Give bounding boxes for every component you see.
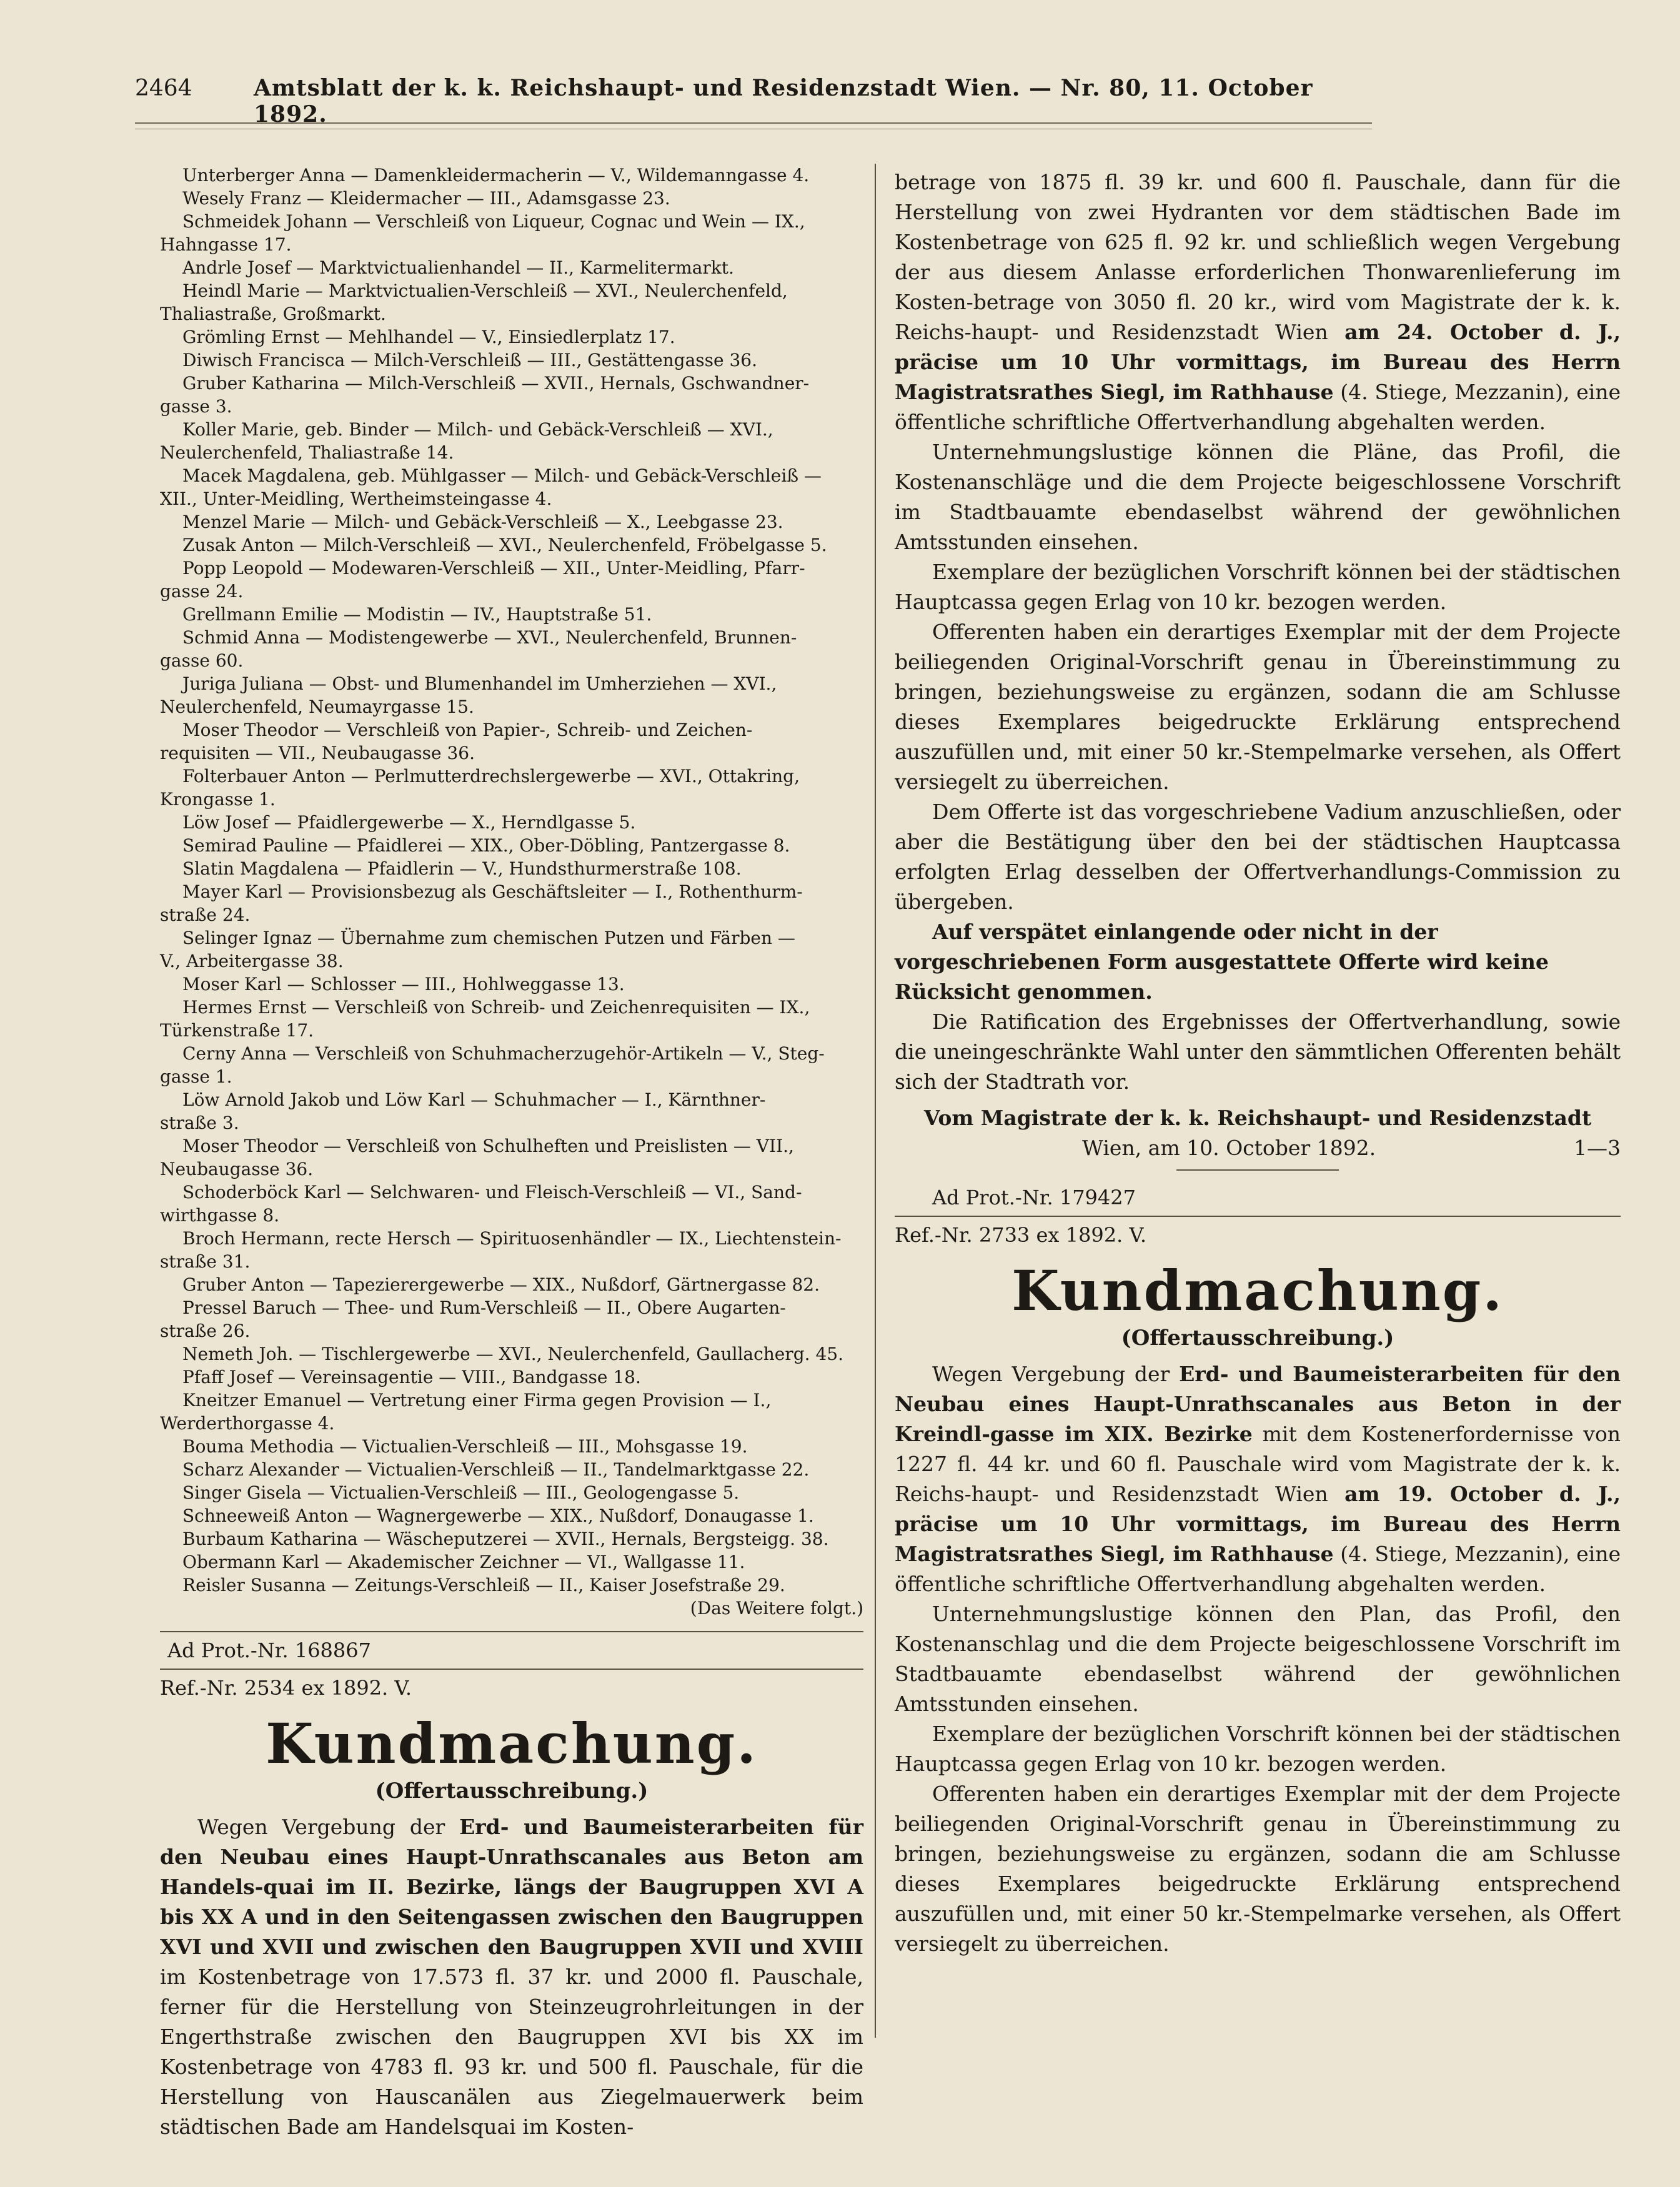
- register-entry: Schoderböck Karl — Selchwaren- und Fleisch-Verschleiß — VI., Sand-: [182, 1182, 802, 1203]
- register-entry-continuation: Thaliastraße, Großmarkt.: [160, 304, 386, 324]
- register-entry: Semirad Pauline — Pfaidlerei — XIX., Ober-Döbling, Pantzergasse 8.: [182, 835, 790, 856]
- register-entry: Cerny Anna — Verschleiß von Schuhmacherzugehör-Artikeln — V., Steg-: [182, 1043, 825, 1064]
- text-run: im Kostenbetrage von 17.573 fl. 37 kr. und 2000 fl. Pauschale, ferner für die Herstellung von Steinzeugrohrleitungen in der Engerthstraße zwischen den Baugruppen XVI bis XX im Kostenbetrage von 4783 fl. 93 kr. und 500 fl. Pauschale, für die Herstellung von Hauscanälen aus Ziegelmauerwerk beim städtischen Bade am Handelsquai im Kosten-: [160, 1965, 863, 2139]
- register-entry: Grömling Ernst — Mehlhandel — V., Einsiedlerplatz 17.: [182, 327, 675, 347]
- section-rule: [160, 1631, 863, 1632]
- register-entry: Obermann Karl — Akademischer Zeichner — VI., Wallgasse 11.: [182, 1552, 745, 1572]
- notice-paragraph: Exemplare der bezüglichen Vorschrift können bei der städtischen Hauptcassa gegen Erlag von 10 kr. bezogen werden.: [895, 560, 1621, 614]
- bold-text-run: am 24. October d. J., präcise um 10 Uhr vormittags, im Bureau des Herrn Magistratsrathes Siegl, im Rathhause: [895, 320, 1621, 404]
- register-entry-continuation: Hahngasse 17.: [160, 234, 292, 255]
- register-entry-continuation: requisiten — VII., Neubaugasse 36.: [160, 743, 475, 763]
- text-run: mit dem Kostenerfordernisse von 1227 fl. 44 kr. und 60 fl. Pauschale wird vom Magistrate der k. k. Reichs-haupt- und Residenzstadt Wien: [895, 1422, 1621, 1506]
- notice-paragraph: [160, 1812, 863, 2142]
- register-entry-continuation: straße 26.: [160, 1321, 251, 1341]
- register-entry: Singer Gisela — Victualien-Verschleiß — III., Geologengasse 5.: [182, 1482, 740, 1503]
- continued-note: (Das Weitere folgt.): [690, 1598, 863, 1619]
- register-entry-continuation: gasse 24.: [160, 581, 244, 602]
- register-entry: Moser Theodor — Verschleiß von Papier-, Schreib- und Zeichen-: [182, 720, 753, 740]
- register-entry-continuation: gasse 60.: [160, 650, 244, 671]
- notice-title: Kundmachung.: [266, 1711, 758, 1776]
- register-entry: Bouma Methodia — Victualien-Verschleiß — III., Mohsgasse 19.: [182, 1436, 748, 1457]
- register-entry: Slatin Magdalena — Pfaidlerin — V., Hundsthurmerstraße 108.: [182, 858, 742, 879]
- notice-paragraph: Unternehmungslustige können die Pläne, das Profil, die Kostenanschläge und die dem Projecte beigeschlossene Vorschrift im Stadtbauamte ebendaselbst während der gewöhnlichen Amtsstunden einsehen.: [895, 440, 1621, 554]
- register-entry-continuation: straße 3.: [160, 1113, 239, 1133]
- signature-authority: Vom Magistrate der k. k. Reichshaupt- und Residenzstadt: [923, 1106, 1592, 1130]
- register-entry-continuation: gasse 1.: [160, 1066, 232, 1087]
- register-entry-continuation: Krongasse 1.: [160, 789, 276, 810]
- register-entry: Selinger Ignaz — Übernahme zum chemischen Putzen und Färben —: [182, 928, 795, 948]
- page-header: [135, 75, 1372, 127]
- signature-line: [895, 1133, 1621, 1163]
- notice-paragraph: Die Ratification des Ergebnisses der Offertverhandlung, sowie die uneingeschränkte Wahl unter den sämmtlichen Offerenten behält sich der Stadtrath vor.: [895, 1009, 1621, 1094]
- register-entry: Macek Magdalena, geb. Mühlgasser — Milch- und Gebäck-Verschleiß —: [182, 465, 822, 486]
- register-entry: Unterberger Anna — Damenkleidermacherin — V., Wildemanngasse 4.: [182, 165, 810, 186]
- register-entry: Grellmann Emilie — Modistin — IV., Hauptstraße 51.: [182, 604, 652, 625]
- register-entry: Wesely Franz — Kleidermacher — III., Adamsgasse 23.: [182, 188, 670, 209]
- register-entry: Broch Hermann, recte Hersch — Spirituosenhändler — IX., Liechtenstein-: [182, 1228, 842, 1249]
- notice-warning: Auf verspätet einlangende oder nicht in der vorgeschriebenen Form ausgestattete Offerte wird keine Rücksicht genommen.: [895, 920, 1549, 1004]
- register-entry: Schmeidek Johann — Verschleiß von Liqueur, Cognac und Wein — IX.,: [182, 211, 805, 232]
- register-entry-continuation: Neulerchenfeld, Neumayrgasse 15.: [160, 697, 474, 717]
- register-entry: Schmid Anna — Modistengewerbe — XVI., Neulerchenfeld, Brunnen-: [182, 627, 797, 648]
- register-entry: Folterbauer Anton — Perlmutterdrechslergewerbe — XVI., Ottakring,: [182, 766, 800, 786]
- text-run: (4. Stiege, Mezzanin), eine öffentliche schriftliche Offertverhandlung abgehalten werden.: [895, 1542, 1621, 1596]
- register-entry: Pressel Baruch — Thee- und Rum-Verschleiß — II., Obere Augarten-: [182, 1297, 786, 1318]
- register-entry: Reisler Susanna — Zeitungs-Verschleiß — II., Kaiser Josefstraße 29.: [182, 1575, 785, 1595]
- register-entry: Löw Arnold Jakob und Löw Karl — Schuhmacher — I., Kärnthner-: [182, 1089, 766, 1110]
- register-entry: Diwisch Francisca — Milch-Verschleiß — III., Gestättengasse 36.: [182, 350, 758, 370]
- register-entry: Nemeth Joh. — Tischlergewerbe — XVI., Neulerchenfeld, Gaullacherg. 45.: [182, 1344, 844, 1364]
- bold-text-run: am 19. October d. J., präcise um 10 Uhr vormittags, im Bureau des Herrn Magistratsrathes Siegl, im Rathhause: [895, 1482, 1621, 1566]
- ref-number: Ref.-Nr. 2733 ex 1892. V.: [895, 1223, 1147, 1247]
- page-number: 2464: [135, 76, 192, 101]
- register-entry-continuation: XII., Unter-Meidling, Wertheimsteingasse 4.: [160, 488, 552, 509]
- text-run: Wegen Vergebung der: [932, 1362, 1180, 1386]
- header-rule: [135, 122, 1372, 129]
- business-register-list: [160, 164, 863, 1597]
- text-run: betrage von 1875 fl. 39 kr. und 600 fl. Pauschale, dann für die Herstellung von zwei Hydranten vor dem städtischen Bade im Kostenbetrage von 625 fl. 92 kr. und schließlich wegen Vergebung der aus diesem Anlasse erforderlichen Thonwarenlieferung im Kosten-betrage von 3050 fl. 20 kr., wird vom Magistrate der k. k. Reichs-haupt- und Residenzstadt Wien: [895, 170, 1621, 344]
- section-rule: [1176, 1169, 1339, 1171]
- left-column: [160, 164, 863, 2142]
- notice-paragraph: Offerenten haben ein derartiges Exemplar mit der dem Projecte beiliegenden Original-Vorschrift genau in Übereinstimmung zu bringen, beziehungsweise zu ergänzen, sodann die am Schlusse dieses Exemplares beigedruckte Erklärung entsprechend auszufüllen und, mit einer 50 kr.-Stempelmarke versehen, als Offert versiegelt zu überreichen.: [895, 620, 1621, 794]
- section-rule: [895, 1216, 1621, 1217]
- notice-paragraph: [895, 1359, 1621, 1599]
- register-entry: Gruber Katharina — Milch-Verschleiß — XVII., Hernals, Gschwandner-: [182, 373, 810, 394]
- notice-subtitle: (Offertausschreibung.): [375, 1778, 649, 1803]
- register-entry: Menzel Marie — Milch- und Gebäck-Verschleiß — X., Leebgasse 23.: [182, 512, 783, 532]
- notice-paragraph: Dem Offerte ist das vorgeschriebene Vadium anzuschließen, oder aber die Bestätigung über den bei der städtischen Hauptcassa erfolgten Erlag desselben der Offertverhandlungs-Commission zu übergeben.: [895, 800, 1621, 914]
- register-entry: Moser Karl — Schlosser — III., Hohlweggasse 13.: [182, 974, 625, 994]
- ref-number: Ref.-Nr. 2534 ex 1892. V.: [160, 1676, 412, 1700]
- register-entry: Gruber Anton — Tapezierergewerbe — XIX., Nußdorf, Gärtnergasse 82.: [182, 1274, 820, 1295]
- register-entry: Mayer Karl — Provisionsbezug als Geschäftsleiter — I., Rothenthurm-: [182, 881, 803, 902]
- register-entry: Burbaum Katharina — Wäscheputzerei — XVII., Hernals, Bergsteigg. 38.: [182, 1529, 829, 1549]
- register-entry: Koller Marie, geb. Binder — Milch- und Gebäck-Verschleiß — XVI.,: [182, 419, 773, 440]
- register-entry: Juriga Juliana — Obst- und Blumenhandel im Umherziehen — XVI.,: [182, 673, 777, 694]
- ad-prot-number: Ad Prot.-Nr. 179427: [932, 1186, 1136, 1209]
- register-entry: Heindl Marie — Marktvictualien-Verschleiß — XVI., Neulerchenfeld,: [182, 280, 788, 301]
- notice-paragraph: [895, 167, 1621, 437]
- register-entry: Hermes Ernst — Verschleiß von Schreib- und Zeichenrequisiten — IX.,: [182, 997, 810, 1018]
- register-entry: Zusak Anton — Milch-Verschleiß — XVI., Neulerchenfeld, Fröbelgasse 5.: [182, 535, 827, 555]
- notice-title: Kundmachung.: [1011, 1258, 1504, 1323]
- signature-place-date: Wien, am 10. October 1892.: [1082, 1136, 1376, 1160]
- text-run: Wegen Vergebung der: [197, 1815, 460, 1839]
- register-entry-continuation: V., Arbeitergasse 38.: [160, 951, 344, 971]
- register-entry-continuation: Neulerchenfeld, Thaliastraße 14.: [160, 442, 454, 463]
- notice-subtitle: (Offertausschreibung.): [1121, 1326, 1394, 1351]
- insertion-count: 1—3: [1574, 1136, 1621, 1160]
- register-entry-continuation: Werderthorgasse 4.: [160, 1413, 335, 1434]
- bold-text-run: Erd- und Baumeisterarbeiten für den Neubau eines Haupt-Unrathscanales aus Beton am Handels-quai im II. Bezirke, längs der Baugruppen XVI A bis XX A und in den Seitengassen zwischen den Baugruppen XVI und XVII und zwischen den Baugruppen XVII und XVIII: [160, 1815, 864, 1959]
- register-entry-continuation: gasse 3.: [160, 396, 232, 417]
- notice-paragraph: Exemplare der bezüglichen Vorschrift können bei der städtischen Hauptcassa gegen Erlag von 10 kr. bezogen werden.: [895, 1722, 1621, 1776]
- register-entry: Kneitzer Emanuel — Vertretung einer Firma gegen Provision — I.,: [182, 1390, 772, 1411]
- register-entry: Moser Theodor — Verschleiß von Schulheften und Preislisten — VII.,: [182, 1136, 794, 1156]
- right-column: [895, 167, 1621, 1959]
- register-entry: Scharz Alexander — Victualien-Verschleiß — II., Tandelmarktgasse 22.: [182, 1459, 810, 1480]
- register-entry: Schneeweiß Anton — Wagnergewerbe — XIX., Nußdorf, Donaugasse 1.: [182, 1505, 814, 1526]
- text-run: (4. Stiege, Mezzanin), eine öffentliche schriftliche Offertverhandlung abgehalten werden.: [895, 380, 1621, 434]
- bold-text-run: Erd- und Baumeisterarbeiten für den Neubau eines Haupt-Unrathscanales aus Beton in der Kreindl-gasse im XIX. Bezirke: [895, 1362, 1621, 1446]
- ad-prot-number: Ad Prot.-Nr. 168867: [167, 1639, 371, 1662]
- register-entry-continuation: straße 24.: [160, 905, 251, 925]
- register-entry: Andrle Josef — Marktvictualienhandel — II., Karmelitermarkt.: [182, 257, 734, 278]
- register-entry: Löw Josef — Pfaidlergewerbe — X., Herndlgasse 5.: [182, 812, 636, 833]
- section-rule: [160, 1669, 863, 1670]
- register-entry: Popp Leopold — Modewaren-Verschleiß — XII., Unter-Meidling, Pfarr-: [182, 558, 805, 578]
- register-entry: Pfaff Josef — Vereinsagentie — VIII., Bandgasse 18.: [182, 1367, 641, 1387]
- register-entry-continuation: Neubaugasse 36.: [160, 1159, 314, 1179]
- register-entry-continuation: wirthgasse 8.: [160, 1205, 280, 1226]
- column-divider: [875, 164, 876, 2038]
- register-entry-continuation: straße 31.: [160, 1251, 251, 1272]
- publication-title: Amtsblatt der k. k. Reichshaupt- und Residenzstadt Wien. — Nr. 80, 11. October 1892.: [254, 75, 1313, 127]
- notice-paragraph: Unternehmungslustige können den Plan, das Profil, den Kostenanschlag und die dem Projecte beigeschlossene Vorschrift im Stadtbauamte ebendaselbst während der gewöhnlichen Amtsstunden einsehen.: [895, 1602, 1621, 1716]
- notice-paragraph: Offerenten haben ein derartiges Exemplar mit der dem Projecte beiliegenden Original-Vorschrift genau in Übereinstimmung zu bringen, beziehungsweise zu ergänzen, sodann die am Schlusse dieses Exemplares beigedruckte Erklärung entsprechend auszufüllen und, mit einer 50 kr.-Stempelmarke versehen, als Offert versiegelt zu überreichen.: [895, 1782, 1621, 1956]
- register-entry-continuation: Türkenstraße 17.: [160, 1020, 314, 1041]
